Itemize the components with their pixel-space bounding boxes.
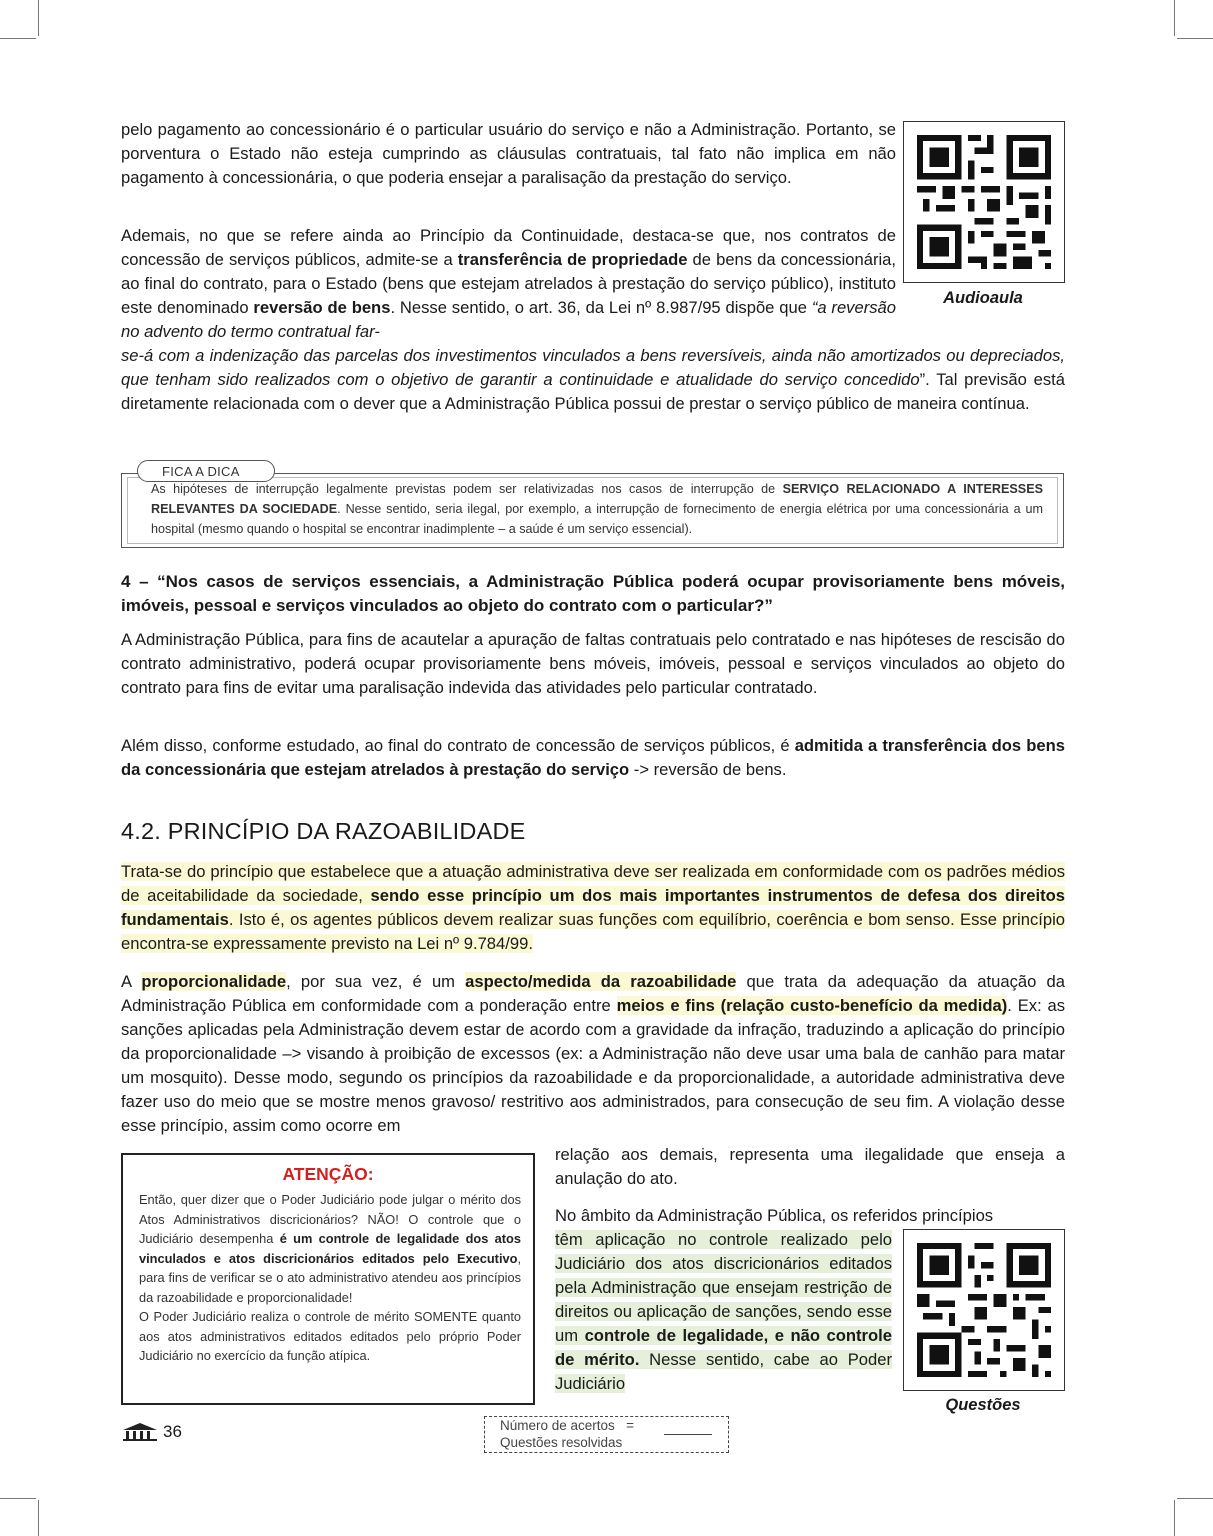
text-span: de bens da concessionária, ao final do contrato, para o Estado (bens que estejam atrelados à prestação do serviço público), instituto este denominado: [121, 250, 897, 317]
italic-span: “a reversão no advento do termo contratual far-: [121, 298, 896, 341]
bold-span: sendo esse princípio um dos mais importantes instrumentos de defesa dos direitos fundamentais: [121, 886, 1065, 929]
crop-mark: [1177, 38, 1213, 39]
text-span: -> reversão de bens.: [629, 760, 787, 779]
text-span: A: [121, 972, 142, 991]
score-label-questoes: Questões resolvidas: [500, 1435, 623, 1450]
paragraph-continuidade-2-cont: [121, 344, 1065, 416]
text-span: . Isto é, os agentes públicos devem realizar suas funções com equilíbrio, coerência e bom senso. Esse princípio encontra-se expressamente previsto na Lei nº 9.784/99.: [121, 910, 1065, 953]
paragraph-reversao: [121, 734, 1065, 782]
text-span: Ademais, no que se refere ainda ao Princípio da Continuidade, destaca-se que, nos contratos de concessão de serviços públicos, admite-se a: [121, 226, 896, 269]
text-span: Então, quer dizer que o Poder Judiciário pode julgar o mérito dos Atos Administrativos discricionários? NÃO! O controle que o Judiciário desempenha: [139, 1192, 521, 1246]
crop-mark: [0, 38, 36, 39]
section-heading: 4.2. PRINCÍPIO DA RAZOABILIDADE: [121, 818, 526, 844]
qr-code-questoes-icon[interactable]: [903, 1229, 1065, 1391]
bold-span: é um controle de legalidade dos atos vinculados e atos discricionários editados pelo Executivo: [139, 1231, 521, 1266]
bold-span: aspecto/medida da razoabilidade: [465, 972, 737, 991]
paragraph-razoabilidade: [121, 860, 1065, 956]
paragraph-continuidade-1: pelo pagamento ao concessionário é o particular usuário do serviço e não a Administração. Portanto, se porventura o Estado não esteja cumprindo as cláusulas contratuais, tal fato não implica em não pagamento à concessionária, o que poderia ensejar a paralisação da prestação do serviço.: [121, 120, 896, 187]
score-fraction-line: [664, 1434, 712, 1435]
tip-box-text: [151, 479, 1043, 539]
paragraph-continuidade-2: [121, 224, 896, 344]
qr-questoes-caption: Questões: [945, 1396, 1021, 1414]
paragraph-controle-first-line: No âmbito da Administração Pública, os referidos princípios: [555, 1206, 994, 1225]
paragraph-controle: [555, 1228, 892, 1396]
text-span: , por sua vez, é um: [286, 972, 466, 991]
text-span: . Nesse sentido, o art. 36, da Lei nº 8.987/95 dispõe que: [390, 298, 812, 317]
text-span: ”. Tal previsão está diretamente relacionada com o dever que a Administração Pública possui de prestar o serviço público de maneira contínua.: [121, 370, 1065, 413]
highlight-span: [555, 1230, 892, 1393]
text-span: Nesse sentido, cabe ao Poder Judiciário: [555, 1350, 892, 1393]
bold-span: proporcionalidade: [141, 972, 287, 991]
text-span: . Ex: as sanções aplicadas pela Administração devem estar de acordo com a gravidade da infração, traduzindo a aplicação do princípio da proporcionalidade –> visando à proibição de excessos (ex: a Administração não deve usar uma bala de canhão para matar um mosquito). Desse modo, segundo os princípios da razoabilidade e da proporcionalidade, a autoridade administrativa deve fazer uso do meio que se mostre menos gravoso/ restritivo aos administrados, para consecução de seu fim. A violação desse esse princípio, assim como ocorre em: [121, 996, 1065, 1135]
crop-mark: [1174, 0, 1175, 36]
question-4: 4 – “Nos casos de serviços essenciais, a Administração Pública poderá ocupar provisoriamente bens móveis, imóveis, pessoal e serviços vinculados ao objeto do contrato com o particular?”: [121, 572, 1065, 615]
attention-title: ATENÇÃO:: [282, 1164, 374, 1184]
paragraph-proporcionalidade: [121, 970, 1065, 1138]
crop-mark: [0, 1498, 36, 1499]
text-span: têm aplicação no controle realizado pelo Judiciário dos atos discricionários editados pela Administração que ensejam restrição de direitos ou aplicação de sanções, sendo esse um: [555, 1230, 892, 1345]
text-span: =: [626, 1418, 634, 1433]
crop-mark: [38, 0, 39, 36]
bold-span: transferência de propriedade: [457, 250, 688, 269]
text-span: Trata-se do princípio que estabelece que a atuação administrativa deve ser realizada em conformidade com os padrões médios de aceitabilidade da sociedade,: [121, 862, 1065, 905]
bold-span: meios e fins (relação custo-benefício da medida): [616, 996, 1008, 1015]
page-number: 36: [163, 1422, 182, 1441]
bold-span: controle de legalidade, e não controle de mérito.: [555, 1326, 892, 1369]
bold-span: SERVIÇO RELACIONADO A INTERESSES RELEVANTES DA SOCIEDADE: [151, 482, 1043, 516]
text-span: Além disso, conforme estudado, ao final do contrato de concessão de serviços públicos, é: [121, 736, 795, 755]
crop-mark: [1177, 1498, 1213, 1499]
text-span: , para fins de verificar se o ato administrativo atendeu aos princípios da razoabilidade e proporcionalidade!: [139, 1250, 521, 1305]
bold-span: admitida a transferência dos bens da concessionária que estejam atrelados à prestação do serviço: [121, 736, 1065, 779]
text-span: O Poder Judiciário realiza o controle de mérito SOMENTE quanto aos atos administrativos editados editados pelo próprio Poder Judiciário no exercício da função atípica.: [139, 1309, 521, 1363]
attention-text: [139, 1190, 521, 1366]
italic-span: se-á com a indenização das parcelas dos investimentos vinculados a bens reversíveis, ainda não amortizados ou depreciados, que tenham sido realizados com o objetivo de garantir a continuidade e atualidade do serviço concedido: [121, 346, 1065, 389]
tip-box-label: FICA A DICA: [137, 460, 275, 482]
text-span: As hipóteses de interrupção legalmente previstas podem ser relativizadas nos casos de interrupção de: [151, 482, 783, 496]
publisher-logo-icon: [121, 1422, 159, 1447]
highlight-span: [121, 862, 1065, 953]
paragraph-ocupacao: A Administração Pública, para fins de acautelar a apuração de faltas contratuais pelo contratado e nas hipóteses de rescisão do contrato administrativo, poderá ocupar provisoriamente bens móveis, imóveis, pessoal e serviços vinculados ao objeto do contrato para fins de evitar uma paralisação indevida das atividades pelo particular contratado.: [121, 630, 1065, 697]
text-span: . Nesse sentido, seria ilegal, por exemplo, a interrupção de fornecimento de energia elétrica por uma concessionária a um hospital (mesmo quando o hospital se encontrar inadimplente – a saúde é um serviço essencial).: [151, 502, 1043, 536]
text-span: que trata da adequação da atuação da Administração Pública em conformidade com a ponderação entre: [121, 972, 1065, 1015]
crop-mark: [1174, 1500, 1175, 1536]
qr-audioaula-caption: Audioaula: [943, 289, 1023, 307]
crop-mark: [38, 1500, 39, 1536]
text-span: Número de acertos: [500, 1418, 615, 1433]
score-label-acertos: [500, 1418, 634, 1433]
bold-span: reversão de bens: [253, 298, 391, 317]
qr-code-audioaula-icon[interactable]: [903, 121, 1065, 283]
paragraph-proporcionalidade-cont: relação aos demais, representa uma ilegalidade que enseja a anulação do ato.: [555, 1145, 1065, 1188]
